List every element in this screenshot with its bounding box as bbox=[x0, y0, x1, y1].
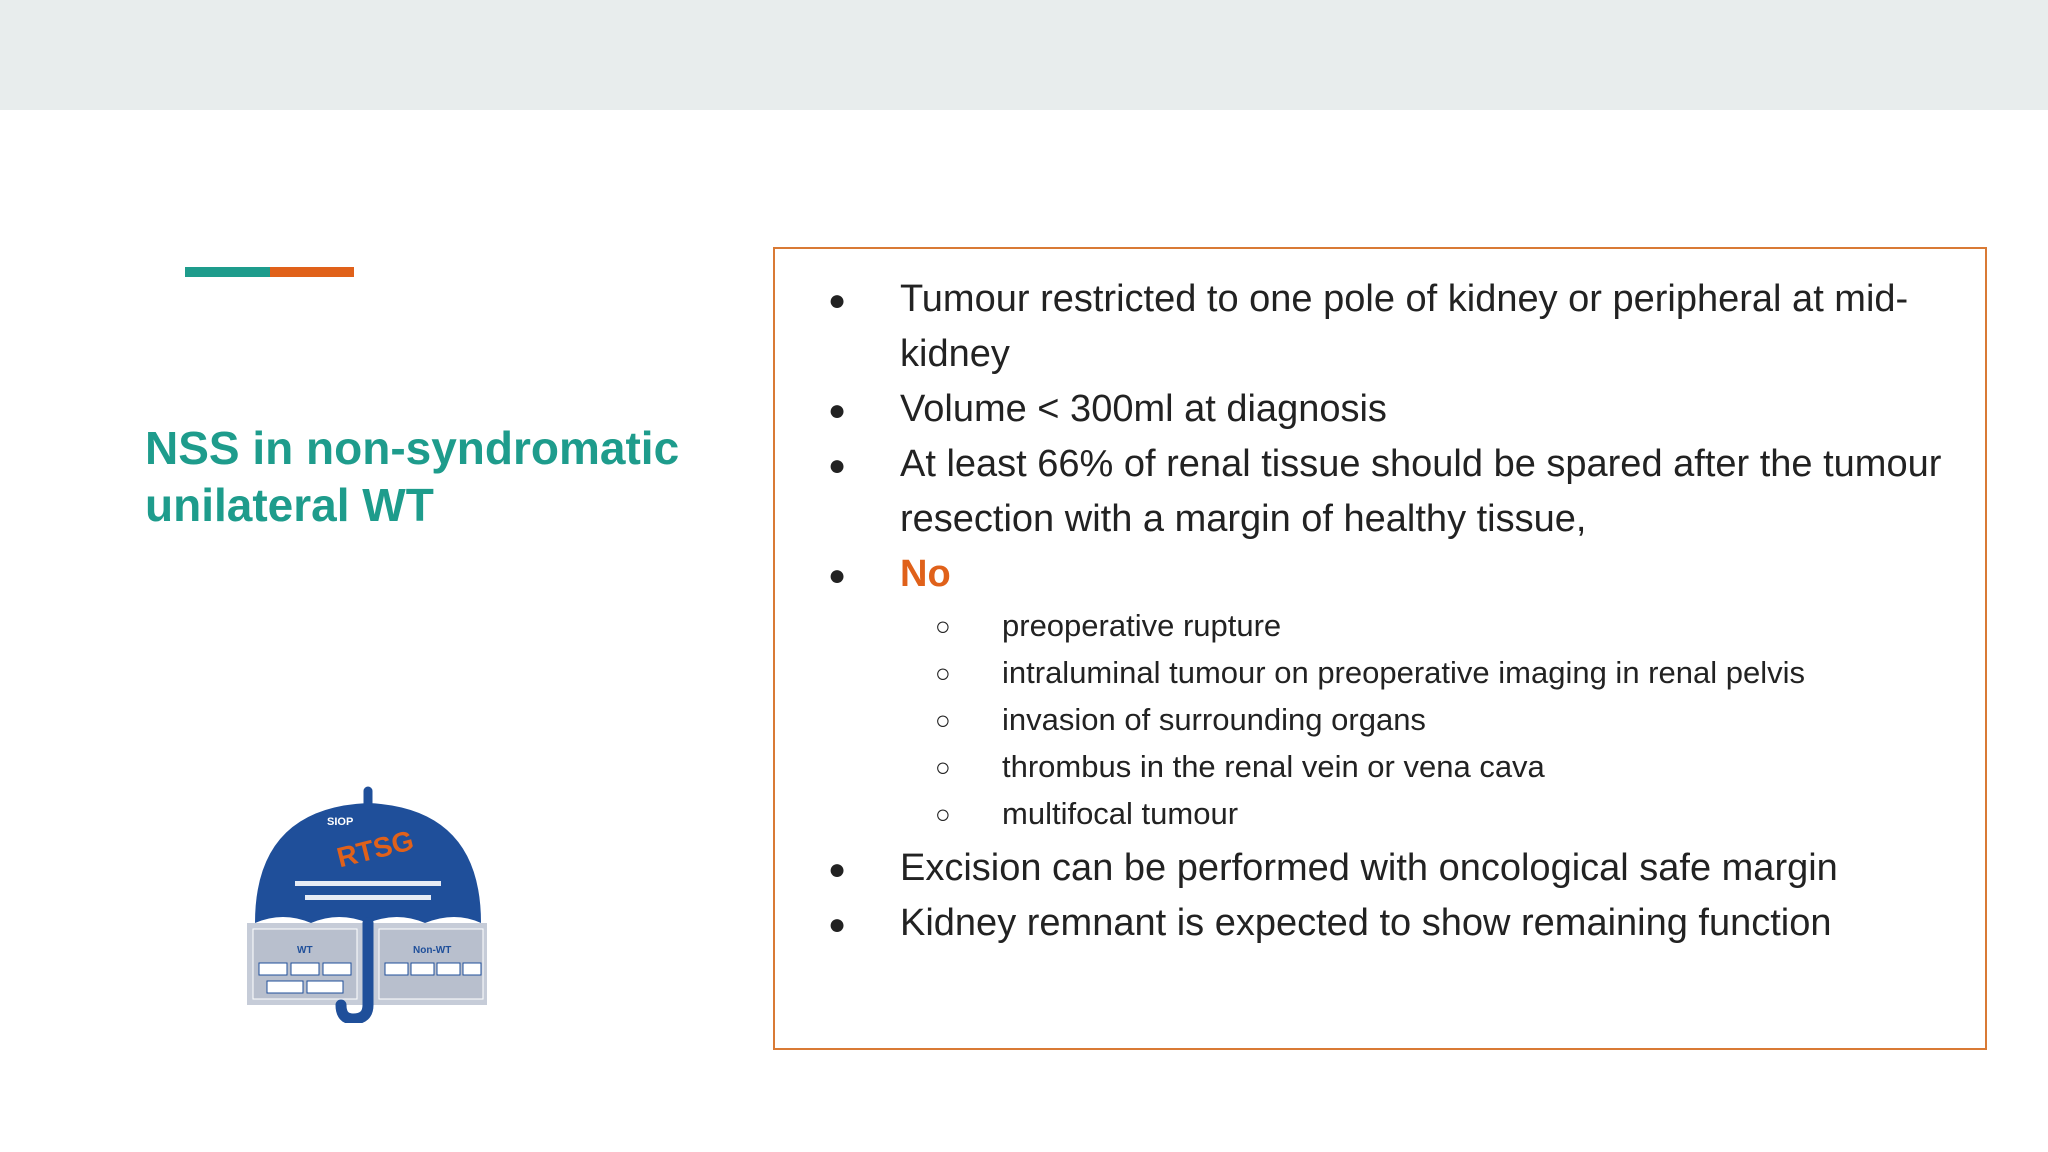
bullet-icon: ● bbox=[828, 908, 847, 941]
rtsg-umbrella-logo bbox=[245, 783, 491, 1023]
logo-panel-right-label: Non-WT bbox=[413, 945, 452, 956]
logo-caption-line-1 bbox=[295, 881, 441, 886]
criteria-box bbox=[773, 247, 1987, 1050]
top-band bbox=[0, 0, 2048, 110]
bullet-icon: ● bbox=[828, 284, 847, 317]
slide-title-line-2: unilateral WT bbox=[145, 479, 434, 531]
list-item-text-line-2: kidney bbox=[900, 333, 1010, 375]
list-item-text-no: No bbox=[900, 553, 951, 595]
logo-caption-line-2 bbox=[305, 895, 431, 900]
bullet-icon: ● bbox=[828, 853, 847, 886]
logo-org-text: SIOP bbox=[327, 816, 354, 828]
list-item-text-line-2: resection with a margin of healthy tissue, bbox=[900, 498, 1587, 540]
list-item-text bbox=[900, 437, 1970, 547]
list-item-text: Volume < 300ml at diagnosis bbox=[900, 388, 1387, 430]
logo-panel-left-label: WT bbox=[297, 945, 313, 956]
sub-list-item-text: multifocal tumour bbox=[1002, 796, 1239, 831]
sub-bullet-icon: ○ bbox=[935, 752, 951, 782]
sub-bullet-icon: ○ bbox=[935, 705, 951, 735]
list-item-text: Excision can be performed with oncological safe margin bbox=[900, 847, 1838, 889]
sub-bullet-icon: ○ bbox=[935, 658, 951, 688]
sub-list-item-text: intraluminal tumour on preoperative imaging in renal pelvis bbox=[1002, 655, 1805, 690]
list-item-text-line-1: At least 66% of renal tissue should be spared after the tumour bbox=[900, 443, 1942, 485]
sub-bullet-icon: ○ bbox=[935, 611, 951, 641]
sub-list-item-text: invasion of surrounding organs bbox=[1002, 702, 1426, 737]
bullet-icon: ● bbox=[828, 559, 847, 592]
bullet-icon: ● bbox=[828, 449, 847, 482]
bullet-icon: ● bbox=[828, 394, 847, 427]
slide-title bbox=[145, 420, 745, 534]
list-item-text: Kidney remnant is expected to show remaining function bbox=[900, 902, 1832, 944]
slide-title-line-1: NSS in non-syndromatic bbox=[145, 422, 680, 474]
accent-bar-orange bbox=[270, 267, 354, 277]
sub-list-item-text: thrombus in the renal vein or vena cava bbox=[1002, 749, 1545, 784]
logo-brand-text: RTSG bbox=[333, 824, 417, 874]
sub-list-item-text: preoperative rupture bbox=[1002, 608, 1282, 643]
sub-bullet-icon: ○ bbox=[935, 799, 951, 829]
list-item-text-line-1: Tumour restricted to one pole of kidney or peripheral at mid- bbox=[900, 278, 1909, 320]
list-item-text bbox=[900, 272, 1970, 382]
accent-bar-teal bbox=[185, 267, 270, 277]
